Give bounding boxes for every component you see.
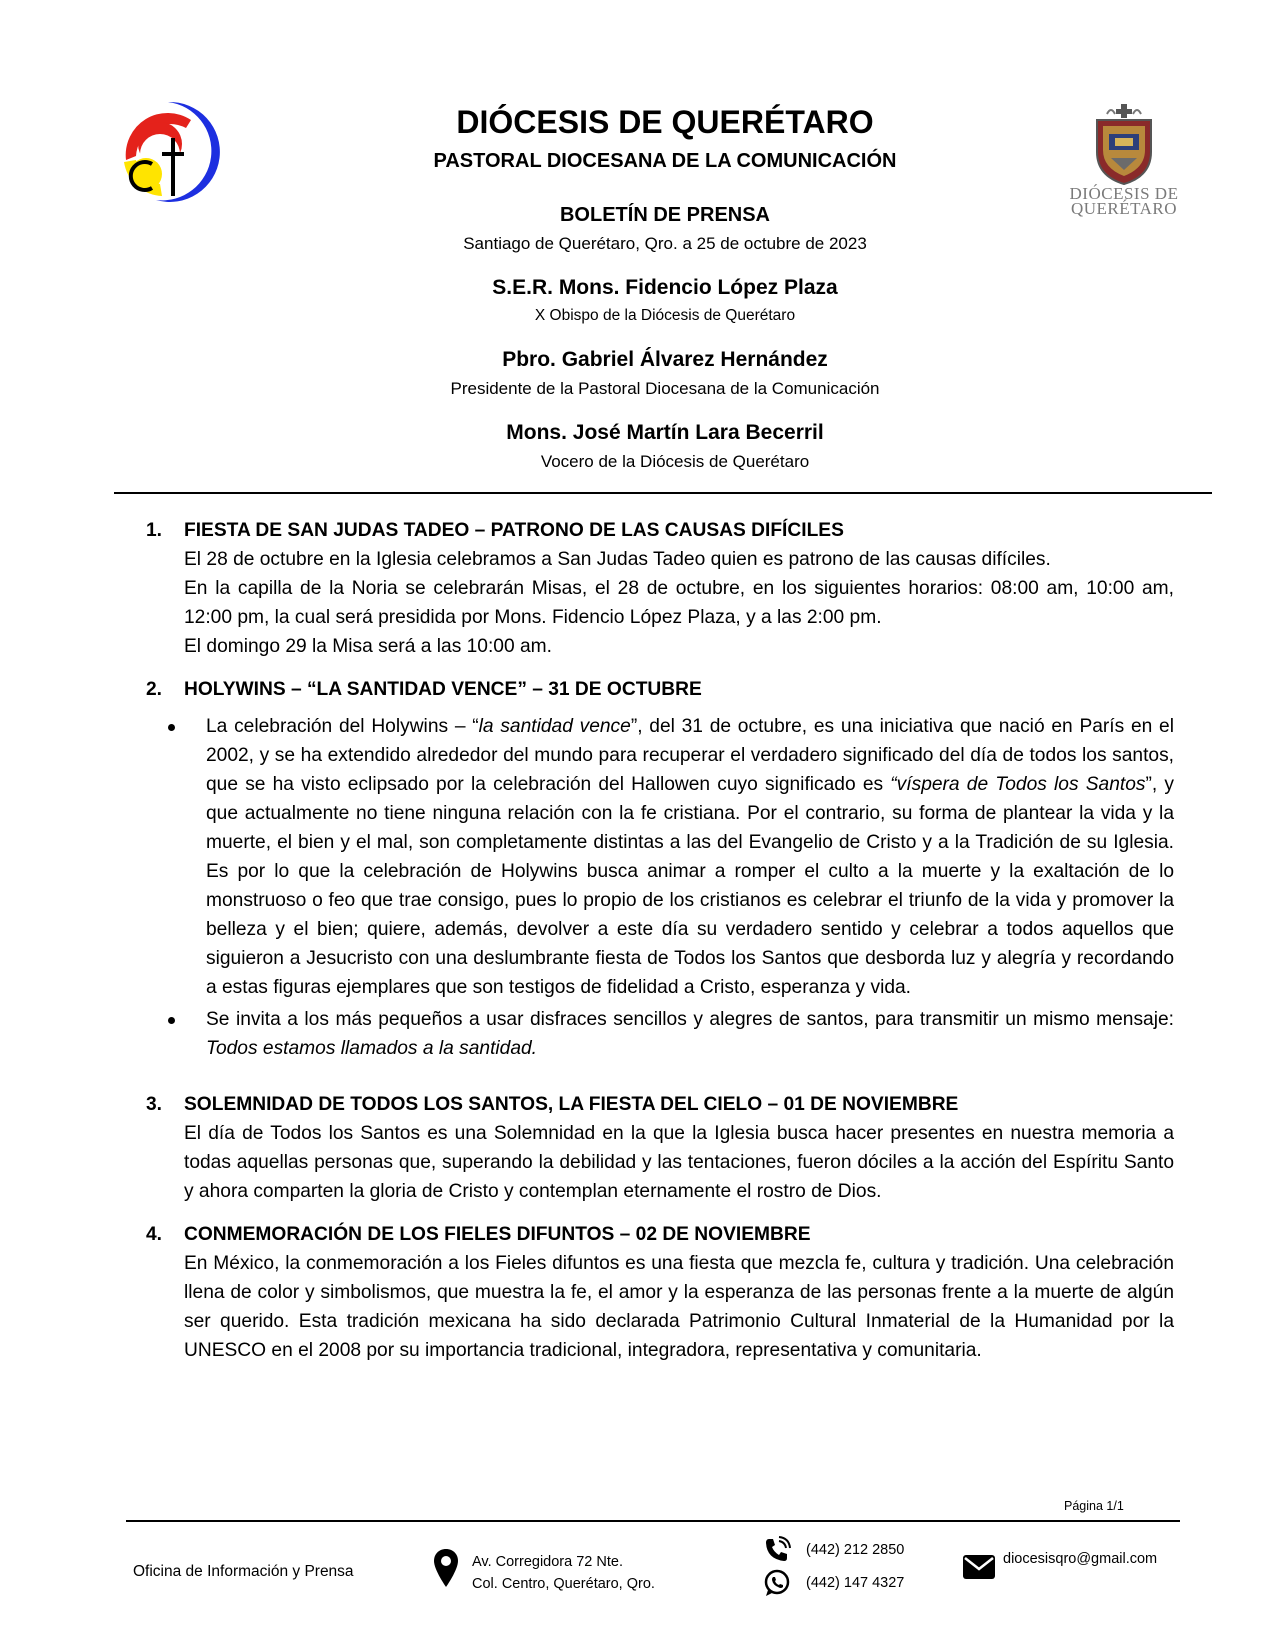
section-paragraph: El día de Todos los Santos es una Solemnidad en la que la Iglesia busca hacer presentes en nuestra memoria a todas aquellas personas que, superando la debilidad y las tentaciones, fueron dóciles a la acción del Espíritu Santo y ahora comparten la gloria de Cristo y contemplan eternamente el rostro de Dios. bbox=[184, 1123, 1174, 1202]
org-title: DIÓCESIS DE QUERÉTARO bbox=[456, 104, 874, 140]
section-number: 3. bbox=[146, 1094, 163, 1115]
section-paragraph: En la capilla de la Noria se celebrarán Misas, el 28 de octubre, en los siguientes horarios: 08:00 am, 10:00 am, 12:00 pm, la cual será presidida por Mons. Fidencio López Plaza, y a las 2:00 pm. bbox=[184, 578, 1174, 628]
bullet-text: ”, del 31 de octubre, es una iniciativa que nació en París en el 2002, y se ha extendido alrededor del mundo para recuperar el verdadero significado del día de todos los santos, que se ha visto eclipsado por la celebración del Hallowen cuyo significado es bbox=[206, 716, 1174, 795]
section-paragraph: El domingo 29 la Misa será a las 10:00 am. bbox=[184, 636, 552, 657]
bullet-text: La celebración del Holywins – “ bbox=[206, 716, 479, 737]
header-divider bbox=[114, 492, 1212, 494]
document-type: BOLETÍN DE PRENSA bbox=[559, 204, 771, 226]
bullet-text: Se invita a los más pequeños a usar disfraces sencillos y alegres de santos, para transmitir un mismo mensaje: bbox=[206, 1009, 1174, 1030]
address-line-2: Col. Centro, Querétaro, Qro. bbox=[472, 1576, 655, 1592]
section-number: 1. bbox=[146, 520, 163, 541]
bullet-text-italic: la santidad vence bbox=[478, 716, 631, 737]
person-role-2: Presidente de la Pastoral Diocesana de la Comunicación bbox=[450, 379, 880, 398]
section-title: SOLEMNIDAD DE TODOS LOS SANTOS, LA FIESTA DEL CIELO – 01 DE NOVIEMBRE bbox=[184, 1094, 959, 1115]
crest-line-1: DIÓCESIS DE bbox=[1069, 184, 1179, 203]
person-name-3: Mons. José Martín Lara Becerril bbox=[506, 421, 824, 444]
phone-number-2: (442) 147 4327 bbox=[806, 1575, 905, 1591]
section-3 bbox=[146, 1090, 1174, 1206]
footer-divider bbox=[126, 1520, 1180, 1522]
phone-number-1: (442) 212 2850 bbox=[806, 1542, 905, 1558]
email-address: diocesisqro@gmail.com bbox=[1003, 1551, 1158, 1567]
section-title: FIESTA DE SAN JUDAS TADEO – PATRONO DE LAS CAUSAS DIFÍCILES bbox=[184, 520, 844, 541]
section-number: 4. bbox=[146, 1224, 163, 1245]
map-pin-icon bbox=[433, 1548, 459, 1595]
bullet-text-italic: “víspera de Todos los Santos bbox=[890, 774, 1146, 795]
office-name: Oficina de Información y Prensa bbox=[133, 1563, 354, 1580]
org-subtitle: PASTORAL DIOCESANA DE LA COMUNICACIÓN bbox=[433, 150, 897, 172]
crest-line-2: QUERÉTARO bbox=[1070, 199, 1178, 218]
section-paragraph: El 28 de octubre en la Iglesia celebramos a San Judas Tadeo quien es patrono de las causas difíciles. bbox=[184, 549, 1051, 570]
phone-icon bbox=[763, 1536, 791, 1571]
section-4 bbox=[146, 1220, 1174, 1365]
bullet-text: ”, y que actualmente no tiene ninguna relación con la fe cristiana. Por el contrario, su forma de plantear la vida y la muerte, el bien y el mal, son completamente distintas a las del Evangelio de Cristo y a la Tradición de su Iglesia. Es por lo que la celebración de Holywins busca animar a romper el culto a la muerte y la exaltación de lo monstruoso o feo que trae consigo, pues lo propio de los cristianos es celebrar el triunfo de la vida y promover la belleza y el bien; quiere, además, devolver a este día su verdadero sentido y celebrar a todos aquellos que siguieron a Jesucristo con una deslumbrante fiesta de Todos los Santos que desborda luz y alegría y recordando a estas figuras ejemplares que son testigos de fidelidad a Cristo, esperanza y vida. bbox=[206, 774, 1174, 998]
section-paragraph: En México, la conmemoración a los Fieles difuntos es una fiesta que mezcla fe, cultura y tradición. Una celebración llena de color y simbolismos, que muestra la fe, el amor y la esperanza de las personas frente a la muerte de algún ser querido. Esta tradición mexicana ha sido declarada Patrimonio Cultural Inmaterial de la Humanidad por la UNESCO en el 2008 por su importancia tradicional, integradora, representativa y comunitaria. bbox=[184, 1253, 1174, 1361]
bullet-text-italic: Todos estamos llamados a la santidad. bbox=[206, 1038, 538, 1059]
bulletin-body bbox=[146, 516, 1174, 1365]
person-role-1: X Obispo de la Diócesis de Querétaro bbox=[534, 307, 796, 324]
bullet-item bbox=[184, 1005, 1174, 1063]
page-number: Página 1/1 bbox=[1064, 1499, 1124, 1513]
whatsapp-icon bbox=[763, 1569, 791, 1604]
section-number: 2. bbox=[146, 679, 163, 700]
address-line-1: Av. Corregidora 72 Nte. bbox=[472, 1554, 623, 1570]
section-1 bbox=[146, 516, 1174, 661]
bullet-list bbox=[184, 712, 1174, 1063]
bullet-icon bbox=[168, 724, 175, 731]
person-name-2: Pbro. Gabriel Álvarez Hernández bbox=[502, 348, 828, 371]
bullet-icon bbox=[168, 1017, 175, 1024]
person-name-1: S.E.R. Mons. Fidencio López Plaza bbox=[492, 276, 838, 299]
envelope-icon bbox=[962, 1554, 996, 1587]
place-date: Santiago de Querétaro, Qro. a 25 de octubre de 2023 bbox=[463, 234, 867, 253]
section-title: CONMEMORACIÓN DE LOS FIELES DIFUNTOS – 02 DE NOVIEMBRE bbox=[184, 1224, 811, 1245]
person-role-3: Vocero de la Diócesis de Querétaro bbox=[540, 452, 810, 471]
section-title: HOLYWINS – “LA SANTIDAD VENCE” – 31 DE OCTUBRE bbox=[184, 679, 702, 700]
section-2 bbox=[146, 675, 1174, 1063]
address bbox=[472, 1551, 655, 1595]
bullet-item bbox=[184, 712, 1174, 1002]
